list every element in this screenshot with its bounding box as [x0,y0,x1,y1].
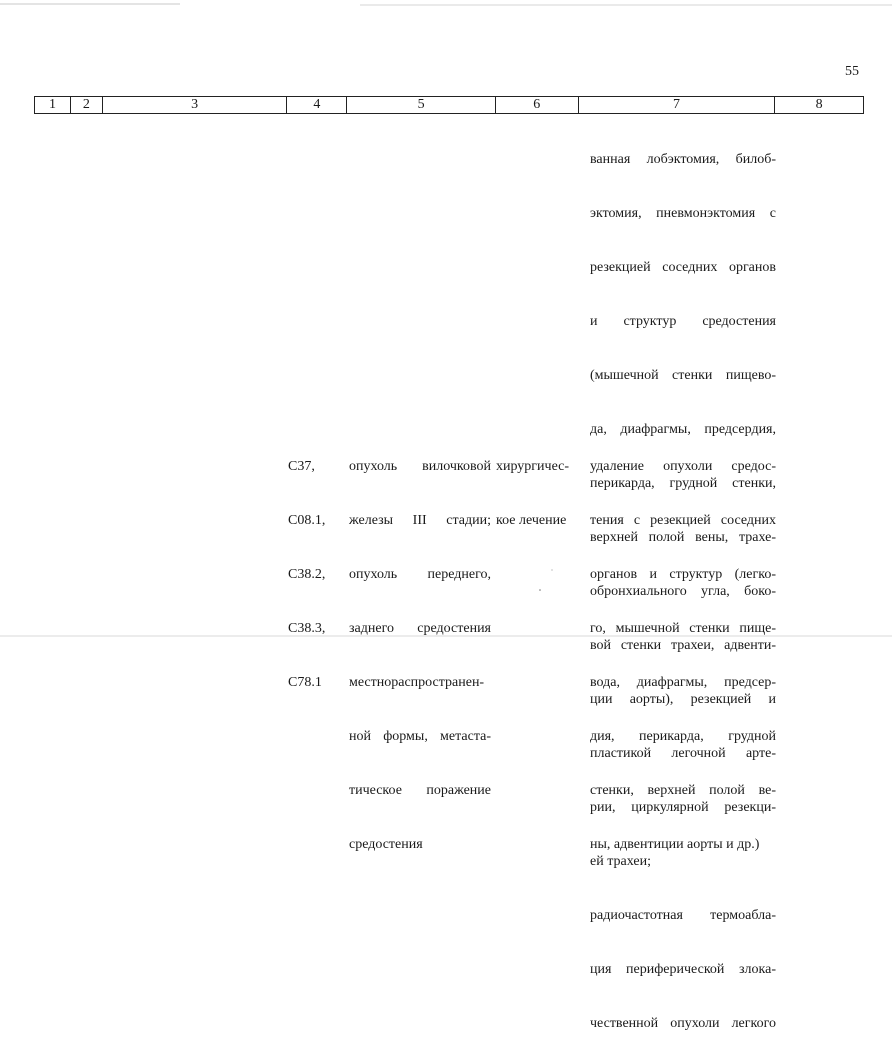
table-header-row [34,96,864,114]
header-cell-4: 4 [287,97,347,113]
text-line: местнораспространен- [349,675,485,690]
text-line: ей трахеи; [590,854,651,869]
icd-code: C38.3, [288,621,326,636]
text-line: вой стенки трахеи, адвенти- [590,638,776,653]
text-line: органов и структур (легко- [590,567,776,582]
header-cell-1: 1 [35,97,71,113]
text-line: рии, циркулярной резекци- [590,800,776,815]
text-line: резекцией соседних органов [590,260,776,275]
text-line: и структур средостения [590,314,776,329]
text-line: ция периферической злока- [590,962,776,977]
text-line: (мышечной стенки пищево- [590,368,776,383]
scan-speck [539,589,541,591]
header-cell-2: 2 [71,97,103,113]
icd-code: C78.1 [288,675,322,690]
icd-code: C08.1, [288,513,326,528]
text-line: вода, диафрагмы, предсер- [590,675,776,690]
header-cell-3: 3 [103,97,288,113]
header-cell-6: 6 [496,97,579,113]
text-line: эктомия, пневмонэктомия с [590,206,776,221]
text-line: ны, адвентиции аорты и др.) [590,837,760,852]
text-line: радиочастотная термоабла- [590,908,776,923]
text-line: да, диафрагмы, предсердия, [590,422,776,437]
text-line: ванная лобэктомия, билоб- [590,152,776,167]
page-number: 55 [845,64,859,79]
text-line: стенки, верхней полой ве- [590,783,776,798]
text-line: тическое поражение [349,783,491,798]
col7-treatment-method [590,422,776,872]
icd-code: C37, [288,459,315,474]
header-cell-5: 5 [347,97,496,113]
text-line: хирургичес- [496,459,570,474]
text-line: ной формы, метаста- [349,729,491,744]
text-line: железы III стадии; [349,513,491,528]
text-line: заднего средостения [349,621,491,636]
text-line: пластикой легочной арте- [590,746,776,761]
icd-code: C38.2, [288,567,326,582]
col4-icd-codes [288,422,344,710]
col5-diagnosis [349,422,491,872]
col6-treatment-type [496,422,576,548]
text-line: ции аорты), резекцией и [590,692,776,707]
text-line: дия, перикарда, грудной [590,729,776,744]
header-cell-7: 7 [579,97,776,113]
text-line: кое лечение [496,513,567,528]
text-line: чественной опухоли легкого [590,1016,776,1031]
text-line: удаление опухоли средос- [590,459,776,474]
text-line: обронхиального угла, боко- [590,584,776,599]
header-cell-8: 8 [815,97,823,112]
text-line: опухоль вилочковой [349,459,491,474]
text-line: опухоль переднего, [349,567,491,582]
scan-speck [551,569,552,570]
text-line: го, мышечной стенки пище- [590,621,776,636]
text-line: тения с резекцией соседних [590,513,776,528]
text-line: верхней полой вены, трахе- [590,530,776,545]
text-line: перикарда, грудной стенки, [590,476,776,491]
text-line: средостения [349,837,423,852]
